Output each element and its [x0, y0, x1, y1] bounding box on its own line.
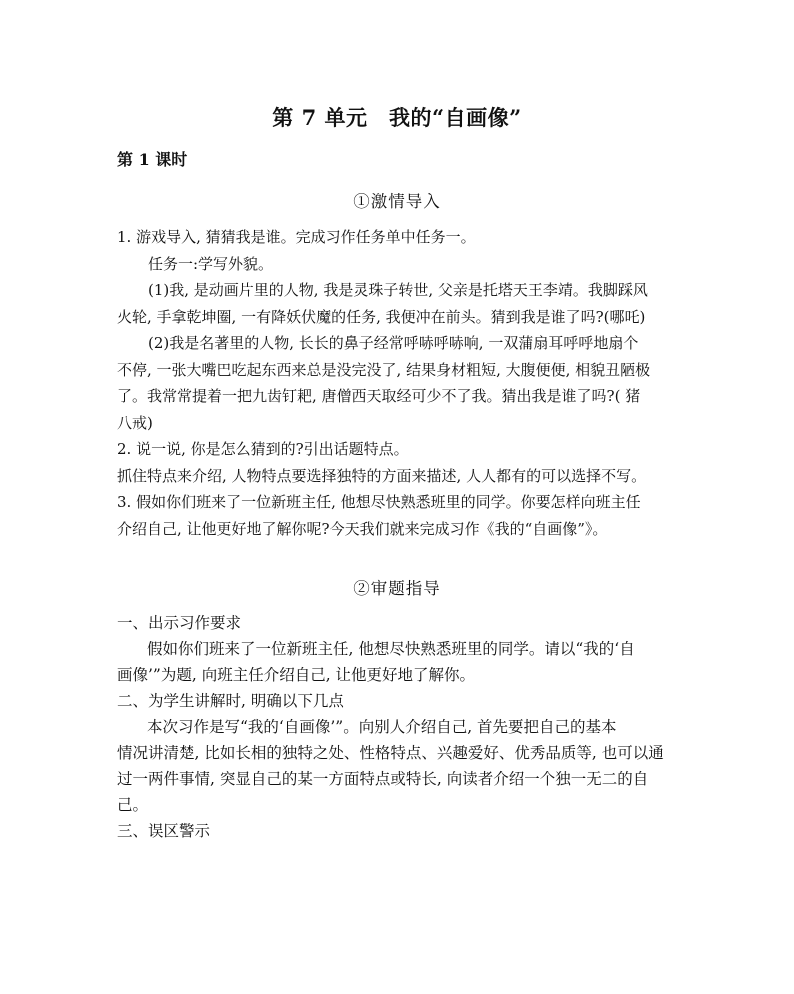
paragraph-line: 了。我常常提着一把九齿钉耙, 唐僧西天取经可少不了我。猜出我是谁了吗?( 猪	[117, 387, 641, 405]
paragraph-line: (1)我, 是动画片里的人物, 我是灵珠子转世, 父亲是托塔天王李靖。我脚踩风	[148, 281, 648, 299]
list-heading: 一、出示习作要求	[117, 614, 242, 632]
paragraph-line: 任务一:学写外貌。	[148, 254, 274, 273]
section-heading-guidance: ②审题指导	[353, 579, 441, 598]
paragraph-line: 1. 游戏导入, 猜猜我是谁。完成习作任务单中任务一。	[117, 228, 476, 246]
section-intro-body	[117, 224, 677, 542]
paragraph-line: 八戒)	[117, 413, 153, 432]
paragraph-line: 情况讲清楚, 比如长相的独特之处、性格特点、兴趣爱好、优秀品质等, 也可以通	[117, 744, 664, 762]
paragraph-line: 2. 说一说, 你是怎么猜到的?引出话题特点。	[117, 440, 409, 458]
paragraph-line: 假如你们班来了一位新班主任, 他想尽快熟悉班里的同学。请以“我的‘自	[147, 640, 635, 658]
list-heading: 二、为学生讲解时, 明确以下几点	[117, 692, 344, 710]
paragraph-line: 不停, 一张大嘴巴吃起东西来总是没完没了, 结果身材粗短, 大腹便便, 相貌丑陋极	[117, 360, 651, 379]
paragraph-line: 抓住特点来介绍, 人物特点要选择独特的方面来描述, 人人都有的可以选择不写。	[117, 466, 647, 485]
paragraph-line: 过一两件事情, 突显自己的某一方面特点或特长, 向读者介绍一个独一无二的自	[117, 770, 649, 788]
paragraph-line: 画像’”为题, 向班主任介绍自己, 让他更好地了解你。	[117, 666, 476, 684]
paragraph-line: 己。	[117, 796, 149, 814]
list-heading: 三、误区警示	[117, 822, 211, 840]
section-heading-intro: ①激情导入	[353, 192, 441, 211]
paragraph-line: 火轮, 手拿乾坤圈, 一有降妖伏魔的任务, 我便冲在前头。猜到我是谁了吗?(哪吒)	[117, 307, 646, 326]
paragraph-line: 本次习作是写“我的‘自画像’”。向别人介绍自己, 首先要把自己的基本	[147, 718, 617, 736]
paragraph-line: 介绍自己, 让他更好地了解你呢?今天我们就来完成习作《我的“自画像”》。	[117, 519, 608, 538]
section-guidance-body	[117, 610, 677, 844]
paragraph-line: (2)我是名著里的人物, 长长的鼻子经常呼哧呼哧响, 一双蒲扇耳呼呼地扇个	[148, 334, 639, 352]
page-title: 第 7 单元 我的“自画像”	[272, 105, 522, 130]
lesson-heading: 第 1 课时	[117, 150, 188, 169]
paragraph-line: 3. 假如你们班来了一位新班主任, 他想尽快熟悉班里的同学。你要怎样向班主任	[117, 493, 641, 511]
